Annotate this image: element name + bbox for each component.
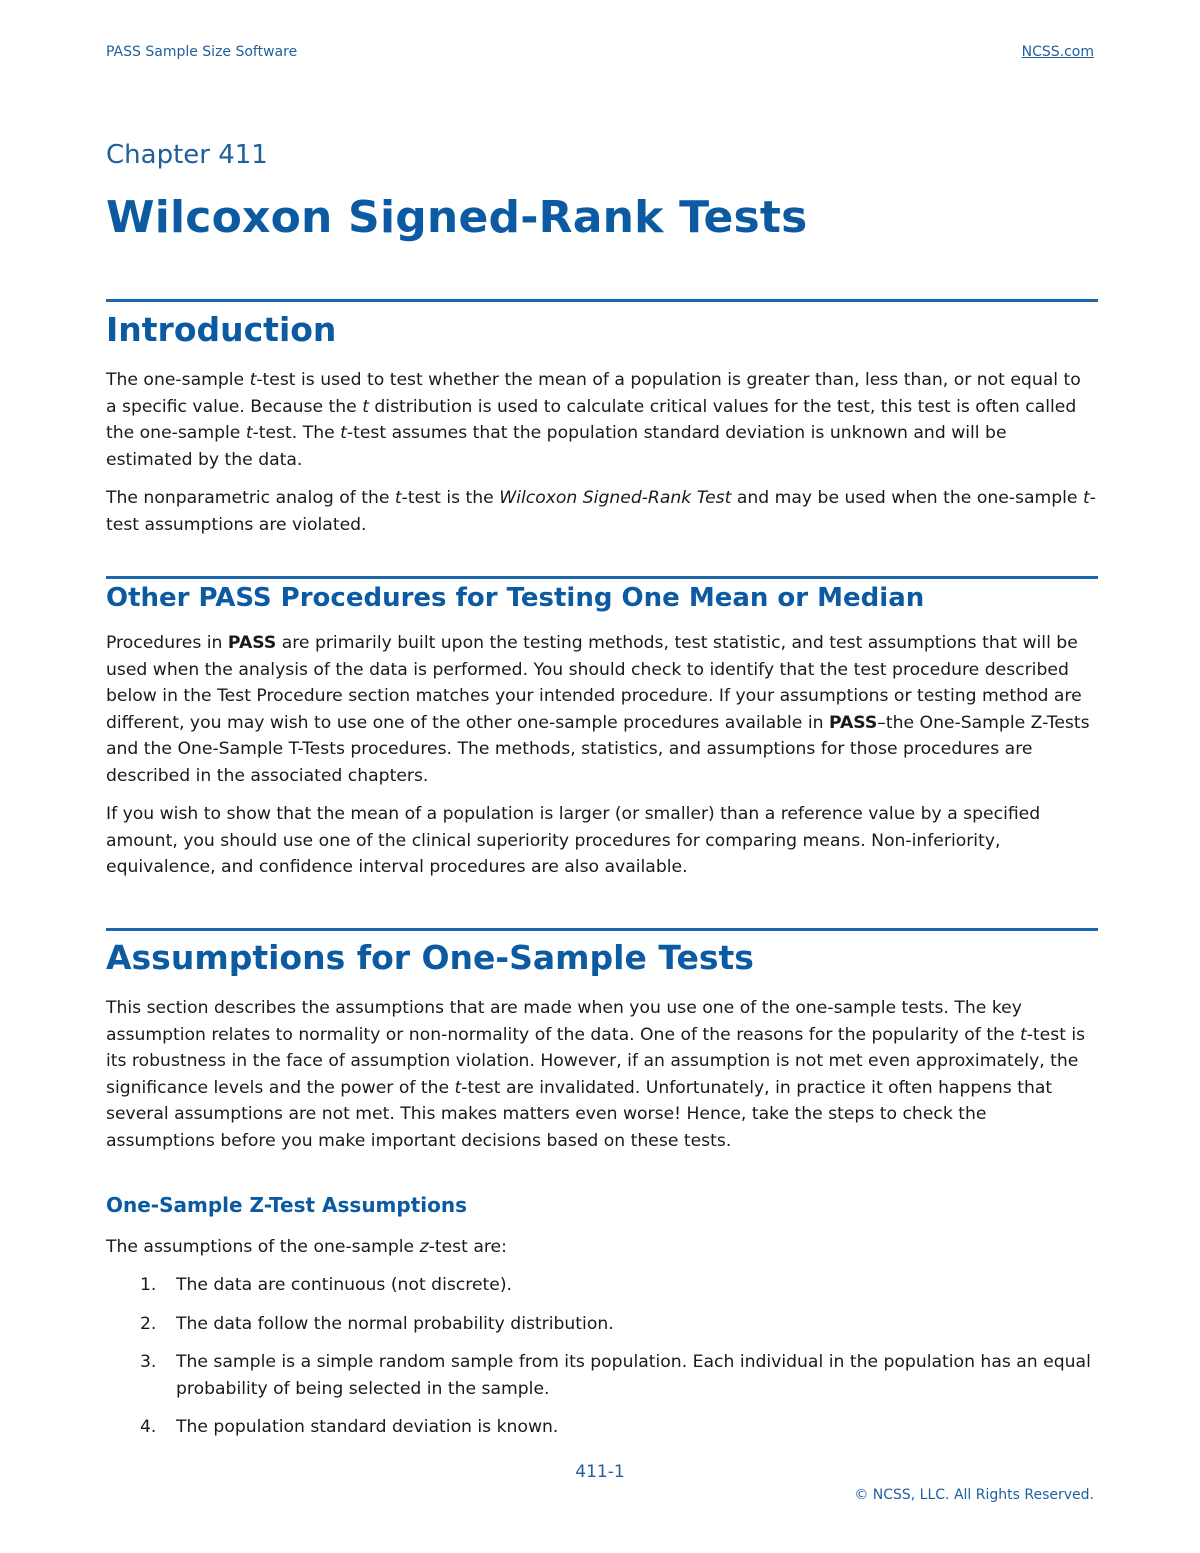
intro-paragraph-2: The nonparametric analog of the t-test is the Wilcoxon Signed-Rank Test and may be used when the one-sample t-test assumptions are violated. (106, 488, 1096, 535)
other-paragraph-1: Procedures in PASS are primarily built upon the testing methods, test statistic, and test assumptions that will be used when the analysis of the data is performed. You should check to identify that the test procedure described below in the Test Procedure section matches your intended procedure. If your assumptions or testing method are different, you may wish to use one of the other one-sample procedures available in PASS–the One-Sample Z-Tests and the One-Sample T-Tests procedures. The methods, statistics, and assumptions for those procedures are described in the associated chapters. (106, 633, 1090, 786)
section-divider (106, 299, 1098, 302)
intro-paragraph-1: The one-sample t-test is used to test whether the mean of a population is greater than, less than, or not equal to a specific value. Because the t distribution is used to calculate critical values for the test, this test is often called the one-sample t-test. The t-test assumes that the population standard deviation is unknown and will be estimated by the data. (106, 370, 1081, 470)
z-test-heading: One-Sample Z-Test Assumptions (106, 1193, 468, 1217)
list-item: 1. The data are continuous (not discrete). (140, 1275, 513, 1295)
copyright: © NCSS, LLC. All Rights Reserved. (854, 1487, 1094, 1503)
list-item: 2. The data follow the normal probability distribution. (140, 1313, 614, 1334)
list-item: 3. The sample is a simple random sample from its population. Each individual in the population has an equal probability of being selected in the sample. (140, 1352, 1091, 1399)
header-link[interactable]: NCSS.com (1021, 44, 1094, 60)
page-number: 411-1 (575, 1462, 625, 1482)
header-left: PASS Sample Size Software (106, 44, 298, 60)
other-paragraph-2: If you wish to show that the mean of a population is larger (or smaller) than a reference value by a specified amount, you should use one of the clinical superiority procedures for comparing means. Non-inferiority, equivalence, and confidence interval procedures are also available. (106, 804, 1041, 877)
section-divider (106, 576, 1098, 579)
list-item: 4. The population standard deviation is known. (140, 1417, 559, 1437)
z-test-assumption-list (106, 1272, 1096, 1453)
intro-heading: Introduction (106, 310, 337, 349)
page-title: Wilcoxon Signed-Rank Tests (106, 192, 808, 243)
other-procedures-heading: Other PASS Procedures for Testing One Mean or Median (106, 583, 925, 613)
chapter-label: Chapter 411 (106, 140, 268, 170)
section-divider (106, 928, 1098, 931)
z-test-lead: The assumptions of the one-sample z-test are: (106, 1237, 507, 1257)
assumptions-heading: Assumptions for One-Sample Tests (106, 938, 754, 977)
assumptions-paragraph: This section describes the assumptions that are made when you use one of the one-sample tests. The key assumption relates to normality or non-normality of the data. One of the reasons for the popularity of the t-test is its robustness in the face of assumption violation. However, if an assumption is not met even approximately, the significance levels and the power of the t-test are invalidated. Unfortunately, in practice it often happens that several assumptions are not met. This makes matters even worse! Hence, take the steps to check the assumptions before you make important decisions based on these tests. (106, 998, 1086, 1151)
